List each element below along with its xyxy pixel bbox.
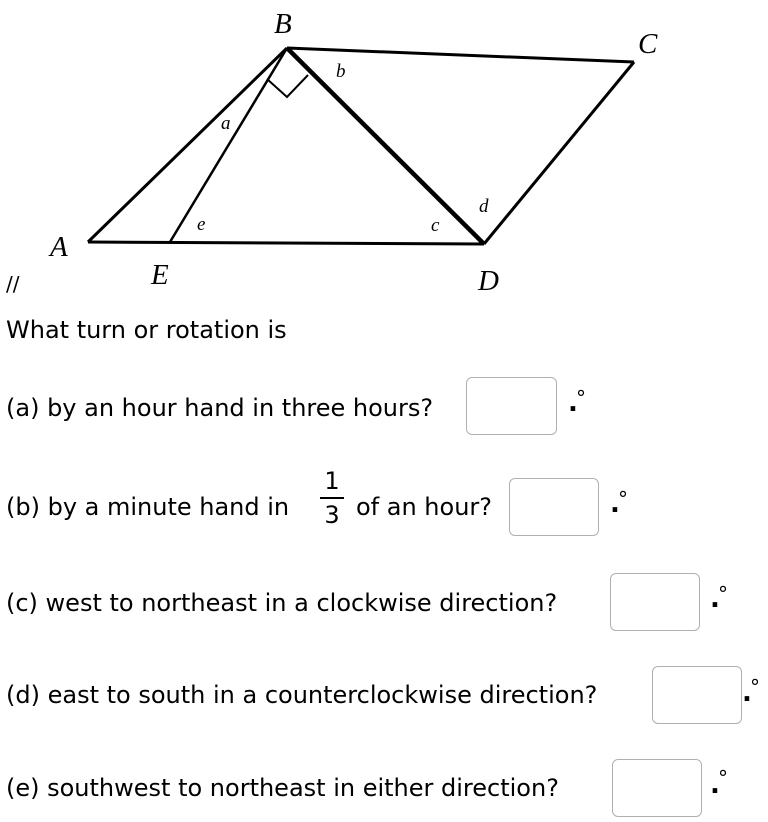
vertex-label-c: C (638, 28, 658, 60)
angle-label-e: e (197, 214, 206, 235)
vertex-label-e: E (151, 259, 169, 291)
angle-label-a: a (221, 113, 231, 134)
segment-bc (287, 48, 634, 62)
vertex-label-d: D (478, 265, 499, 297)
intro-text: What turn or rotation is (6, 316, 287, 344)
fraction-numerator: 1 (324, 467, 340, 495)
answer-e-input[interactable] (612, 759, 702, 817)
question-b-text-after: of an hour? (356, 493, 493, 521)
segment-cd (484, 62, 634, 244)
answer-c-period: . (710, 584, 720, 614)
fraction-denominator: 3 (324, 501, 340, 529)
question-a-text: (a) by an hour hand in three hours? (6, 394, 434, 422)
geometry-figure (0, 0, 768, 300)
question-c-text: (c) west to northeast in a clockwise direction? (6, 589, 558, 617)
answer-d-period: . (742, 678, 752, 708)
angle-label-c: c (431, 215, 440, 236)
answer-a-input[interactable] (466, 377, 557, 435)
answer-a-degree-symbol: ° (576, 386, 586, 410)
segment-bd (287, 48, 484, 244)
segment-ad (88, 242, 484, 244)
answer-d-input[interactable] (652, 666, 742, 724)
vertex-label-b: B (274, 8, 292, 40)
question-e-text: (e) southwest to northeast in either direction? (6, 774, 559, 802)
answer-a-period: . (568, 388, 578, 418)
answer-e-degree-symbol: ° (718, 766, 728, 790)
question-b-text-before: (b) by a minute hand in (6, 493, 290, 521)
answer-e-period: . (710, 770, 720, 800)
question-d-text: (d) east to south in a counterclockwise direction? (6, 681, 598, 709)
answer-b-period: . (610, 489, 620, 519)
answer-c-degree-symbol: ° (718, 582, 728, 606)
angle-label-b: b (336, 61, 346, 82)
separator-marker: // (6, 272, 20, 296)
answer-d-degree-symbol: ° (750, 675, 760, 699)
answer-c-input[interactable] (610, 573, 700, 631)
right-angle-mark (267, 75, 308, 97)
answer-b-degree-symbol: ° (618, 487, 628, 511)
angle-label-d: d (479, 196, 489, 217)
fraction-one-third (317, 467, 347, 529)
vertex-label-a: A (50, 231, 68, 263)
answer-b-input[interactable] (509, 478, 599, 536)
fraction-bar (320, 497, 344, 499)
